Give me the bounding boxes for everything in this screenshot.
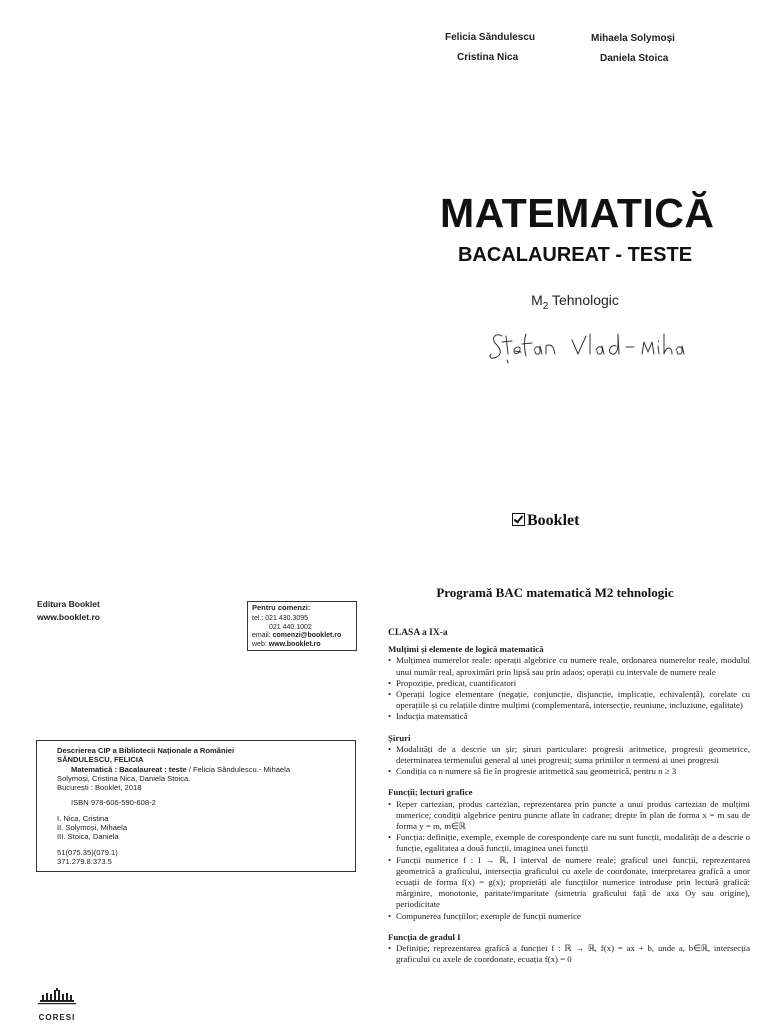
cip-role: I. Nica, Cristina — [57, 813, 109, 823]
orders-value: 021 440.1002 — [269, 623, 312, 631]
book-subtitle: BACALAUREAT - TESTE — [457, 244, 693, 266]
cip-code: 371.279.8:373.5 — [57, 856, 112, 866]
author-name: Felicia Săndulescu — [445, 32, 536, 43]
publisher-logo-text: Booklet — [527, 512, 580, 529]
orders-value: 021 430.3095 — [265, 615, 309, 623]
cip-heading: Descrierea CIP a Bibliotecii Naționale a României — [57, 746, 235, 755]
section-heading: Mulțimi și elemente de logică matematică — [388, 644, 544, 655]
list-item: • Mulțimea numerelor reale: operații algebrice cu numere reale, ordonarea numerelor reale, modulul unui număr real, aproximări prin lipsă sau prin adaos; operații cu intervale de numere reale — [388, 655, 750, 677]
book-level — [440, 292, 710, 312]
section-heading: Funcția de gradul I — [388, 931, 461, 942]
orders-box — [247, 601, 357, 651]
building-icon — [36, 988, 78, 1008]
publisher-logo — [512, 512, 579, 530]
cip-line: București : Booklet, 2018 — [57, 783, 142, 793]
list-item: • Reper cartezian, produs cartezian, reprezentarea prin puncte a unui produs cartezian de mulțimi numerice; condiții algebrice pentru puncte aflate în cadrane; drepte în plan de forma x = m sau de forma y = m, m∈ℝ — [388, 799, 750, 833]
cip-role: II. Solymoși, Mihaela — [57, 823, 128, 833]
list-item: • Funcții numerice f : I → ℝ, I interval de numere reale; graficul unei funcții, reprezentarea geometrică a graficului, intersecția graficului cu axele de coordonate, interpretarea grafică a unor ecuații de forma f(x) = g(x); proprietăți ale funcțiilor numerice introduse prin lectură grafică: mărginire, monotonie, paritate/imparitate (simetria graficului față de axa Oy sau origine), periodicitate — [388, 855, 750, 911]
cip-title-rest: / Felicia Săndulescu.- Mihaela — [186, 764, 291, 774]
cip-author: SĂNDULESCU, FELICIA — [57, 755, 144, 765]
orders-label: web: — [252, 640, 267, 648]
section-heading: Funcții; lecturi grafice — [388, 787, 473, 798]
cip-isbn: ISBN 978-606-590-608-2 — [71, 798, 156, 808]
cip-code: 51(075.35)(079.1) — [57, 847, 118, 857]
list-item: • Propoziție, predicat, cuantificatori — [388, 678, 750, 689]
list-item: • Compunerea funcțiilor; exemple de funcții numerice — [388, 911, 750, 922]
section-heading: Șiruri — [388, 732, 411, 743]
checkbox-icon — [512, 513, 525, 526]
publisher-website: www.booklet.ro — [37, 612, 100, 622]
list-item: • Operații logice elementare (negație, conjuncție, disjuncție, implicație, echivalență), corelate cu operațiile și cu relațiile dintre mulțimi (complementară, intersecție, reuniune, incluziune, egalitate) — [388, 689, 750, 711]
publisher-name: Editura Booklet — [37, 599, 100, 609]
list-item: • Definiție; reprezentarea grafică a funcției f : ℝ → ℝ, f(x) = ax + b, unde a, b∈ℝ, intersecția graficului cu axele de coordonate, ecuația f(x) = 0 — [388, 943, 750, 965]
list-item: • Funcția: definiție, exemple, exemple de corespondențe care nu sunt funcții, modalități de a descrie o funcție, egalitatea a două funcții, imaginea unei funcții — [388, 832, 750, 854]
class-heading: CLASA a IX-a — [388, 628, 448, 638]
orders-phone — [252, 624, 352, 632]
list-item: • Condiția ca n numere să fie în progresie aritmetică sau geometrică, pentru n ≥ 3 — [388, 766, 750, 777]
orders-value: comenzi@booklet.ro — [272, 632, 342, 640]
level-subscript: 2 — [542, 300, 549, 312]
author-name: Daniela Stoica — [600, 53, 669, 64]
orders-phone — [252, 615, 352, 623]
handwritten-signature — [486, 330, 686, 370]
list-item: • Modalități de a descrie un șir; șiruri particulare: progresii aritmetice, progresii geometrice, determinarea termenului general al unei progresii; suma primilor n termeni ai unei progresii — [388, 744, 750, 766]
orders-web — [252, 641, 352, 649]
orders-value: www.booklet.ro — [268, 640, 321, 648]
printer-logo-text: CORESI — [38, 1013, 76, 1022]
orders-header: Pentru comenzi: — [252, 603, 311, 612]
cip-title-line — [57, 765, 335, 774]
orders-label: tel.: — [252, 615, 264, 623]
program-content — [388, 628, 750, 965]
orders-label: email: — [252, 632, 271, 640]
program-title: Programă BAC matematică M2 tehnologic — [436, 585, 674, 600]
book-title: MATEMATICĂ — [440, 190, 715, 236]
publisher-info — [37, 598, 100, 624]
section-list — [388, 943, 750, 965]
level-prefix: M — [531, 292, 543, 308]
list-item: • Inducția matematică — [388, 711, 750, 722]
section-list — [388, 799, 750, 922]
cip-role: III. Stoica, Daniela — [57, 832, 119, 842]
printer-logo — [36, 988, 78, 1022]
section-list — [388, 655, 750, 722]
author-name: Cristina Nica — [457, 52, 519, 63]
author-name: Mihaela Solymoși — [591, 33, 675, 44]
section-list — [388, 744, 750, 778]
orders-email — [252, 632, 352, 640]
level-suffix: Tehnologic — [548, 292, 619, 308]
cip-line: Solymoși, Cristina Nica, Daniela Stoica. — [57, 773, 191, 783]
cip-title: Matematică : Bacalaureat : teste — [71, 764, 187, 774]
cip-description-box — [36, 740, 356, 872]
